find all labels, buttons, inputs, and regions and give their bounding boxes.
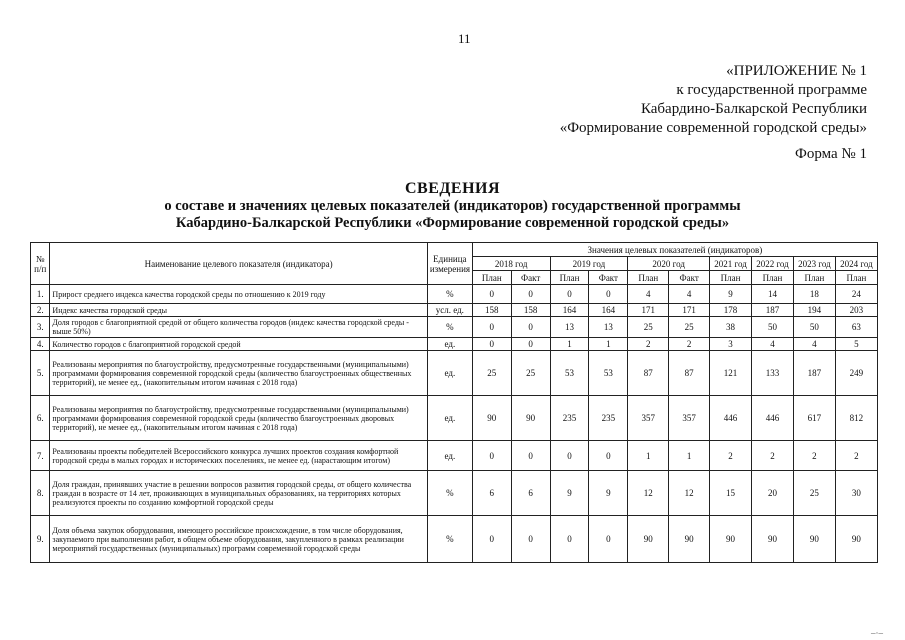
value-cell: 4 <box>669 285 710 304</box>
value-cell: 178 <box>710 304 752 317</box>
value-cell: 121 <box>710 351 752 396</box>
value-cell: 4 <box>793 338 835 351</box>
table-row <box>31 351 878 396</box>
value-cell: 90 <box>511 396 550 441</box>
value-cell: 446 <box>752 396 794 441</box>
table-row <box>31 441 878 471</box>
header-plan: План <box>472 271 511 285</box>
value-cell: 24 <box>835 285 877 304</box>
header-plan: План <box>710 271 752 285</box>
row-number: 9. <box>31 516 50 563</box>
value-cell: 90 <box>628 516 669 563</box>
value-cell: 0 <box>472 441 511 471</box>
value-cell: 9 <box>550 471 589 516</box>
value-cell: 53 <box>550 351 589 396</box>
unit-cell: % <box>427 516 472 563</box>
table-body <box>31 285 878 563</box>
value-cell: 5 <box>835 338 877 351</box>
value-cell: 194 <box>793 304 835 317</box>
value-cell: 0 <box>511 285 550 304</box>
unit-cell: ед. <box>427 338 472 351</box>
value-cell: 12 <box>628 471 669 516</box>
indicator-name: Доля граждан, принявших участие в решении вопросов развития городской среды, от общего количества граждан в возрасте от 14 лет, проживающих в муниципальных образованиях, на территориях которых реализуются проекты по созданию комфортной городской среды <box>50 471 427 516</box>
value-cell: 0 <box>472 317 511 338</box>
value-cell: 164 <box>589 304 628 317</box>
row-number: 8. <box>31 471 50 516</box>
value-cell: 235 <box>550 396 589 441</box>
unit-cell: ед. <box>427 351 472 396</box>
unit-cell: усл. ед. <box>427 304 472 317</box>
header-plan: План <box>628 271 669 285</box>
value-cell: 13 <box>550 317 589 338</box>
table-row <box>31 471 878 516</box>
table-row <box>31 317 878 338</box>
value-cell: 0 <box>589 441 628 471</box>
table-row <box>31 338 878 351</box>
value-cell: 0 <box>550 441 589 471</box>
value-cell: 9 <box>589 471 628 516</box>
row-number: 2. <box>31 304 50 317</box>
value-cell: 0 <box>472 516 511 563</box>
title-sub-1: о составе и значениях целевых показателей (индикаторов) государственной программы <box>164 198 741 214</box>
scan-mark: –·– <box>871 628 883 638</box>
unit-cell: % <box>427 317 472 338</box>
value-cell: 0 <box>472 285 511 304</box>
value-cell: 171 <box>669 304 710 317</box>
value-cell: 1 <box>589 338 628 351</box>
indicator-name: Доля объема закупок оборудования, имеющего российское происхождение, в том числе оборудования, закупаемого при выполнении работ, в общем объеме оборудования, закупленного в рамках реализации мероприятий государственных (муниципальных) программ современной городской среды <box>50 516 427 563</box>
row-number: 6. <box>31 396 50 441</box>
value-cell: 2 <box>669 338 710 351</box>
value-cell: 158 <box>472 304 511 317</box>
value-cell: 203 <box>835 304 877 317</box>
header-year: 2023 год <box>793 257 835 271</box>
value-cell: 0 <box>589 285 628 304</box>
value-cell: 87 <box>628 351 669 396</box>
value-cell: 50 <box>752 317 794 338</box>
value-cell: 1 <box>669 441 710 471</box>
unit-cell: ед. <box>427 441 472 471</box>
value-cell: 0 <box>472 338 511 351</box>
indicator-name: Реализованы мероприятия по благоустройству, предусмотренные государственными (муниципальными) программами формирования современной городской среды (количество благоустроенных дворовых территорий), не менее ед., (накопительным итогом начиная с 2018 года) <box>50 396 427 441</box>
value-cell: 357 <box>628 396 669 441</box>
value-cell: 0 <box>511 338 550 351</box>
value-cell: 0 <box>511 441 550 471</box>
value-cell: 4 <box>752 338 794 351</box>
value-cell: 2 <box>793 441 835 471</box>
form-label: Форма № 1 <box>795 146 867 162</box>
value-cell: 13 <box>589 317 628 338</box>
value-cell: 87 <box>669 351 710 396</box>
header-fact: Факт <box>669 271 710 285</box>
value-cell: 90 <box>472 396 511 441</box>
header-year: 2018 год <box>472 257 550 271</box>
header-num: № п/п <box>31 243 50 285</box>
header-year: 2024 год <box>835 257 877 271</box>
indicator-name: Индекс качества городской среды <box>50 304 427 317</box>
appendix-line-3: Кабардино-Балкарской Республики <box>640 101 867 117</box>
value-cell: 4 <box>628 285 669 304</box>
title-sub-2: Кабардино-Балкарской Республики «Формирование современной городской среды» <box>175 215 730 231</box>
header-fact: Факт <box>589 271 628 285</box>
value-cell: 25 <box>669 317 710 338</box>
header-plan: План <box>793 271 835 285</box>
value-cell: 90 <box>710 516 752 563</box>
value-cell: 2 <box>752 441 794 471</box>
value-cell: 12 <box>669 471 710 516</box>
header-year: 2022 год <box>752 257 794 271</box>
value-cell: 90 <box>752 516 794 563</box>
value-cell: 158 <box>511 304 550 317</box>
value-cell: 171 <box>628 304 669 317</box>
value-cell: 2 <box>710 441 752 471</box>
value-cell: 15 <box>710 471 752 516</box>
value-cell: 2 <box>628 338 669 351</box>
value-cell: 235 <box>589 396 628 441</box>
title-main: СВЕДЕНИЯ <box>404 180 501 197</box>
value-cell: 0 <box>550 285 589 304</box>
row-number: 3. <box>31 317 50 338</box>
indicator-name: Реализованы проекты победителей Всероссийского конкурса лучших проектов создания комфортной городской среды в малых городах и исторических поселениях, не менее ед. (нарастающим итогом) <box>50 441 427 471</box>
appendix-line-4: «Формирование современной городской среды» <box>559 120 867 136</box>
value-cell: 0 <box>589 516 628 563</box>
row-number: 5. <box>31 351 50 396</box>
value-cell: 249 <box>835 351 877 396</box>
document-title <box>0 179 905 232</box>
value-cell: 30 <box>835 471 877 516</box>
value-cell: 50 <box>793 317 835 338</box>
indicator-name: Доля городов с благоприятной средой от общего количества городов (индекс качества городской среды - выше 50%) <box>50 317 427 338</box>
value-cell: 90 <box>793 516 835 563</box>
value-cell: 14 <box>752 285 794 304</box>
value-cell: 0 <box>511 317 550 338</box>
value-cell: 0 <box>511 516 550 563</box>
header-fact: Факт <box>511 271 550 285</box>
unit-cell: % <box>427 285 472 304</box>
appendix-line-1: «ПРИЛОЖЕНИЕ № 1 <box>726 63 867 79</box>
value-cell: 63 <box>835 317 877 338</box>
table-row <box>31 396 878 441</box>
value-cell: 90 <box>669 516 710 563</box>
value-cell: 812 <box>835 396 877 441</box>
value-cell: 38 <box>710 317 752 338</box>
value-cell: 25 <box>472 351 511 396</box>
header-plan: План <box>752 271 794 285</box>
header-values: Значения целевых показателей (индикаторов) <box>472 243 877 257</box>
header-year: 2021 год <box>710 257 752 271</box>
value-cell: 164 <box>550 304 589 317</box>
value-cell: 187 <box>752 304 794 317</box>
header-name: Наименование целевого показателя (индикатора) <box>50 243 427 285</box>
table-row <box>31 285 878 304</box>
value-cell: 3 <box>710 338 752 351</box>
value-cell: 0 <box>550 516 589 563</box>
indicator-name: Прирост среднего индекса качества городской среды по отношению к 2019 году <box>50 285 427 304</box>
value-cell: 2 <box>835 441 877 471</box>
header-plan: План <box>835 271 877 285</box>
value-cell: 25 <box>628 317 669 338</box>
appendix-line-2: к государственной программе <box>676 82 867 98</box>
value-cell: 1 <box>628 441 669 471</box>
table-row <box>31 516 878 563</box>
header-plan: План <box>550 271 589 285</box>
header-unit: Единица измерения <box>427 243 472 285</box>
value-cell: 133 <box>752 351 794 396</box>
header-year: 2020 год <box>628 257 710 271</box>
value-cell: 1 <box>550 338 589 351</box>
value-cell: 6 <box>511 471 550 516</box>
value-cell: 18 <box>793 285 835 304</box>
unit-cell: ед. <box>427 396 472 441</box>
value-cell: 6 <box>472 471 511 516</box>
value-cell: 617 <box>793 396 835 441</box>
row-number: 4. <box>31 338 50 351</box>
table-row <box>31 304 878 317</box>
unit-cell: % <box>427 471 472 516</box>
row-number: 7. <box>31 441 50 471</box>
value-cell: 446 <box>710 396 752 441</box>
value-cell: 357 <box>669 396 710 441</box>
page-number: 11 <box>458 31 471 46</box>
value-cell: 25 <box>793 471 835 516</box>
indicators-table <box>30 242 878 563</box>
value-cell: 9 <box>710 285 752 304</box>
value-cell: 53 <box>589 351 628 396</box>
row-number: 1. <box>31 285 50 304</box>
value-cell: 187 <box>793 351 835 396</box>
indicator-name: Количество городов с благоприятной городской средой <box>50 338 427 351</box>
header-year: 2019 год <box>550 257 628 271</box>
appendix-header <box>447 62 867 138</box>
value-cell: 90 <box>835 516 877 563</box>
value-cell: 20 <box>752 471 794 516</box>
value-cell: 25 <box>511 351 550 396</box>
indicator-name: Реализованы мероприятия по благоустройству, предусмотренные государственными (муниципальными) программами формирования современной городской среды (количество благоустроенных общественных территорий), не менее ед., (накопительным итогом начиная с 2018 года) <box>50 351 427 396</box>
